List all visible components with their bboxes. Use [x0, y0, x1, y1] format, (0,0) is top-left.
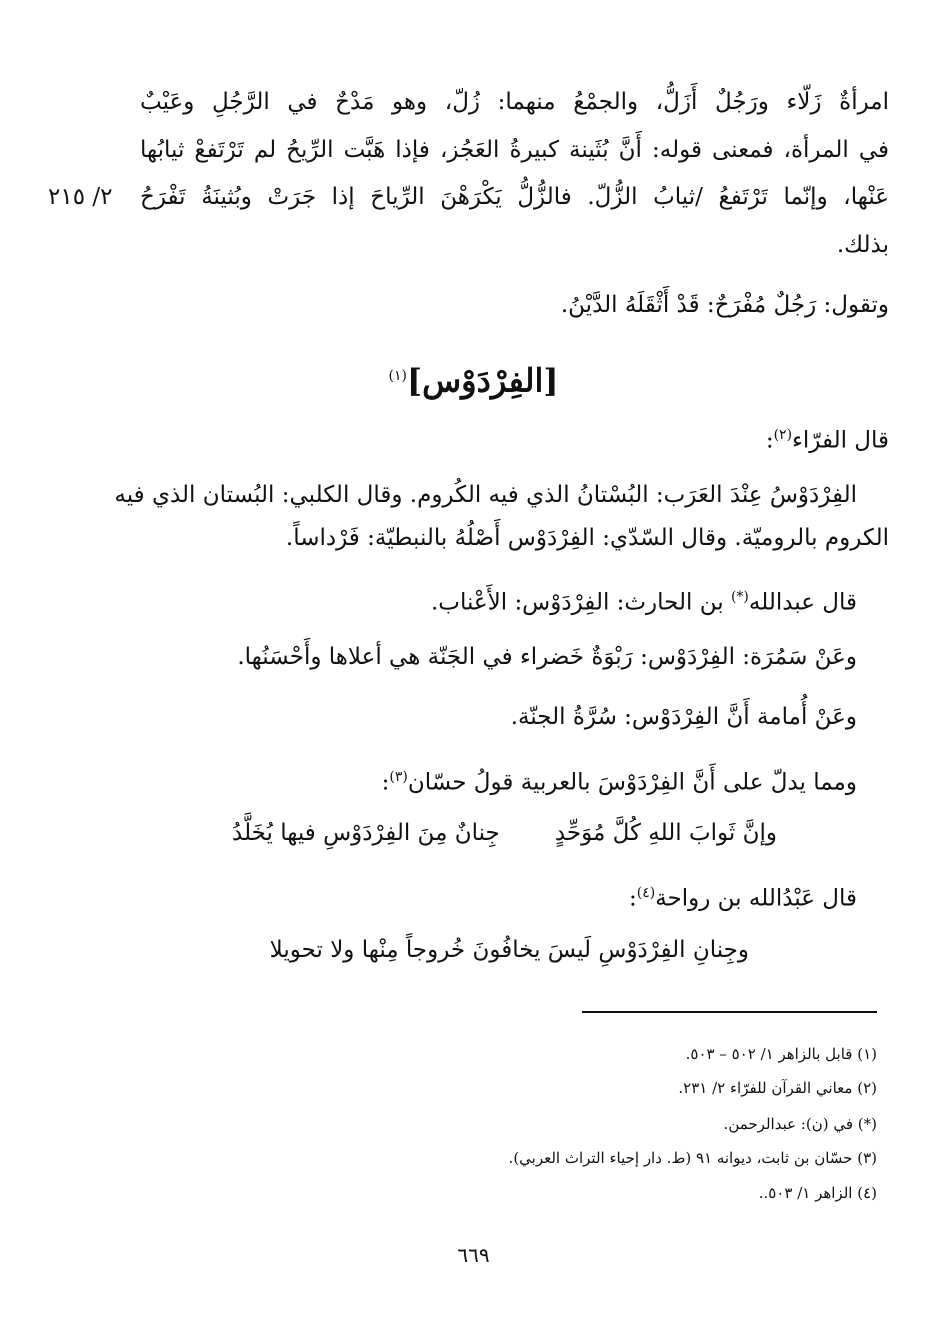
paragraph-1-line-1: الفِرْدَوْسُ عِنْدَ العَرَب: البُسْتانُ الذي فيه الكُروم. وقال الكلبي: البُستان الذي فيه — [114, 482, 857, 508]
footnote-4: (٤) الزاهر ١/ ٥٠٣.. — [758, 1184, 877, 1202]
footnote-marker-2: (٢) — [773, 427, 793, 443]
samura-line: وعَنْ سَمُرَة: الفِرْدَوْس: رَبْوَةٌ خَضراء في الجَنّة هي أعلاها وأَحْسَنُها. — [237, 644, 857, 670]
page-number: ٦٦٩ — [457, 1243, 490, 1267]
footnote-star: (*) في (ن): عبدالرحمن. — [723, 1115, 877, 1133]
section-title: [الفِرْدَوْس] — [406, 361, 559, 400]
footnote-marker-1: (١) — [388, 368, 407, 384]
footnote-marker-star: (*) — [730, 589, 749, 605]
paragraph-1-line-2: الكروم بالروميّة. وقال السّدّي: الفِرْدَوْس أَصْلُهُ بالنبطيّة: فَرْداساً. — [285, 525, 889, 551]
body-line-3: عَنْها، وإنّما تَرْتَفعُ /ثيابُ الزُّلّ. فالزُّلُّ يَكْرَهْنَ الرِّياحَ إذا جَرَتْ وبُثينَةُ تَفْرَحُ — [140, 184, 889, 210]
rawaha-intro-line — [629, 878, 857, 914]
footnote-separator — [582, 1011, 877, 1013]
abdullah-before: قال عبدالله — [748, 589, 857, 616]
footnote-1: (١) قابل بالزاهر ١/ ٥٠٢ – ٥٠٣. — [685, 1045, 877, 1063]
farra-colon: : — [765, 427, 774, 454]
rawaha-intro: قال عَبْدُالله بن رواحة — [655, 885, 857, 912]
body-line-4: بذلك. — [836, 232, 889, 258]
hassan-intro-line — [382, 762, 857, 798]
poem-1-second-hemistich: جِنانٌ مِنَ الفِرْدَوْسِ فيها يُخَلَّدُ — [232, 820, 500, 846]
rawaha-colon: : — [628, 885, 637, 912]
footnote-3: (٣) حسّان بن ثابت، ديوانه ٩١ (ط. دار إحياء التراث العربي). — [508, 1149, 877, 1167]
footnote-marker-3: (٣) — [389, 769, 408, 785]
abdullah-line — [431, 582, 857, 618]
hassan-intro: ومما يدلّ على أَنَّ الفِرْدَوْسَ بالعربية قولُ حسّان — [407, 769, 857, 796]
page-reference: ٢/ ٢١٥ — [48, 184, 113, 210]
farra-intro: قال الفرّاء — [792, 427, 889, 454]
poem-2-line: وجِنانِ الفِرْدَوْسِ لَيسَ يخافُونَ خُروجاً مِنْها ولا تحويلا — [269, 937, 749, 963]
umama-line: وعَنْ أُمامة أَنَّ الفِرْدَوْس: سُرَّةُ الجنّة. — [510, 704, 857, 730]
abdullah-after: بن الحارث: الفِرْدَوْس: الأَعْناب. — [430, 589, 731, 616]
footnote-2: (٢) معاني القرآن للفرّاء ٢/ ٢٣١. — [678, 1079, 877, 1097]
hassan-colon: : — [381, 769, 390, 796]
section-heading — [0, 355, 947, 402]
footnote-marker-4: (٤) — [636, 885, 656, 901]
body-line-5: وتقول: رَجُلٌ مُفْرَحٌ: قَدْ أَثْقَلَهُ الدَّيْنُ. — [560, 292, 889, 318]
farra-intro-line — [766, 420, 889, 456]
poem-1-first-hemistich: وإنَّ ثَوابَ اللهِ كُلَّ مُوَحِّدٍ — [554, 820, 777, 846]
body-line-1: امرأةٌ زَلّاء ورَجُلٌ أَزَلُّ، والجمْعُ منهما: زُلّ، وهو مَدْحٌ في الرَّجُلِ وعَيْبٌ — [140, 89, 889, 115]
body-line-2: في المرأة، فمعنى قوله: أَنَّ بُثَينة كبيرةُ العَجُز، فإذا هَبَّت الرِّيحُ لم تَرْتَفعْ ثيابُها — [140, 137, 889, 163]
